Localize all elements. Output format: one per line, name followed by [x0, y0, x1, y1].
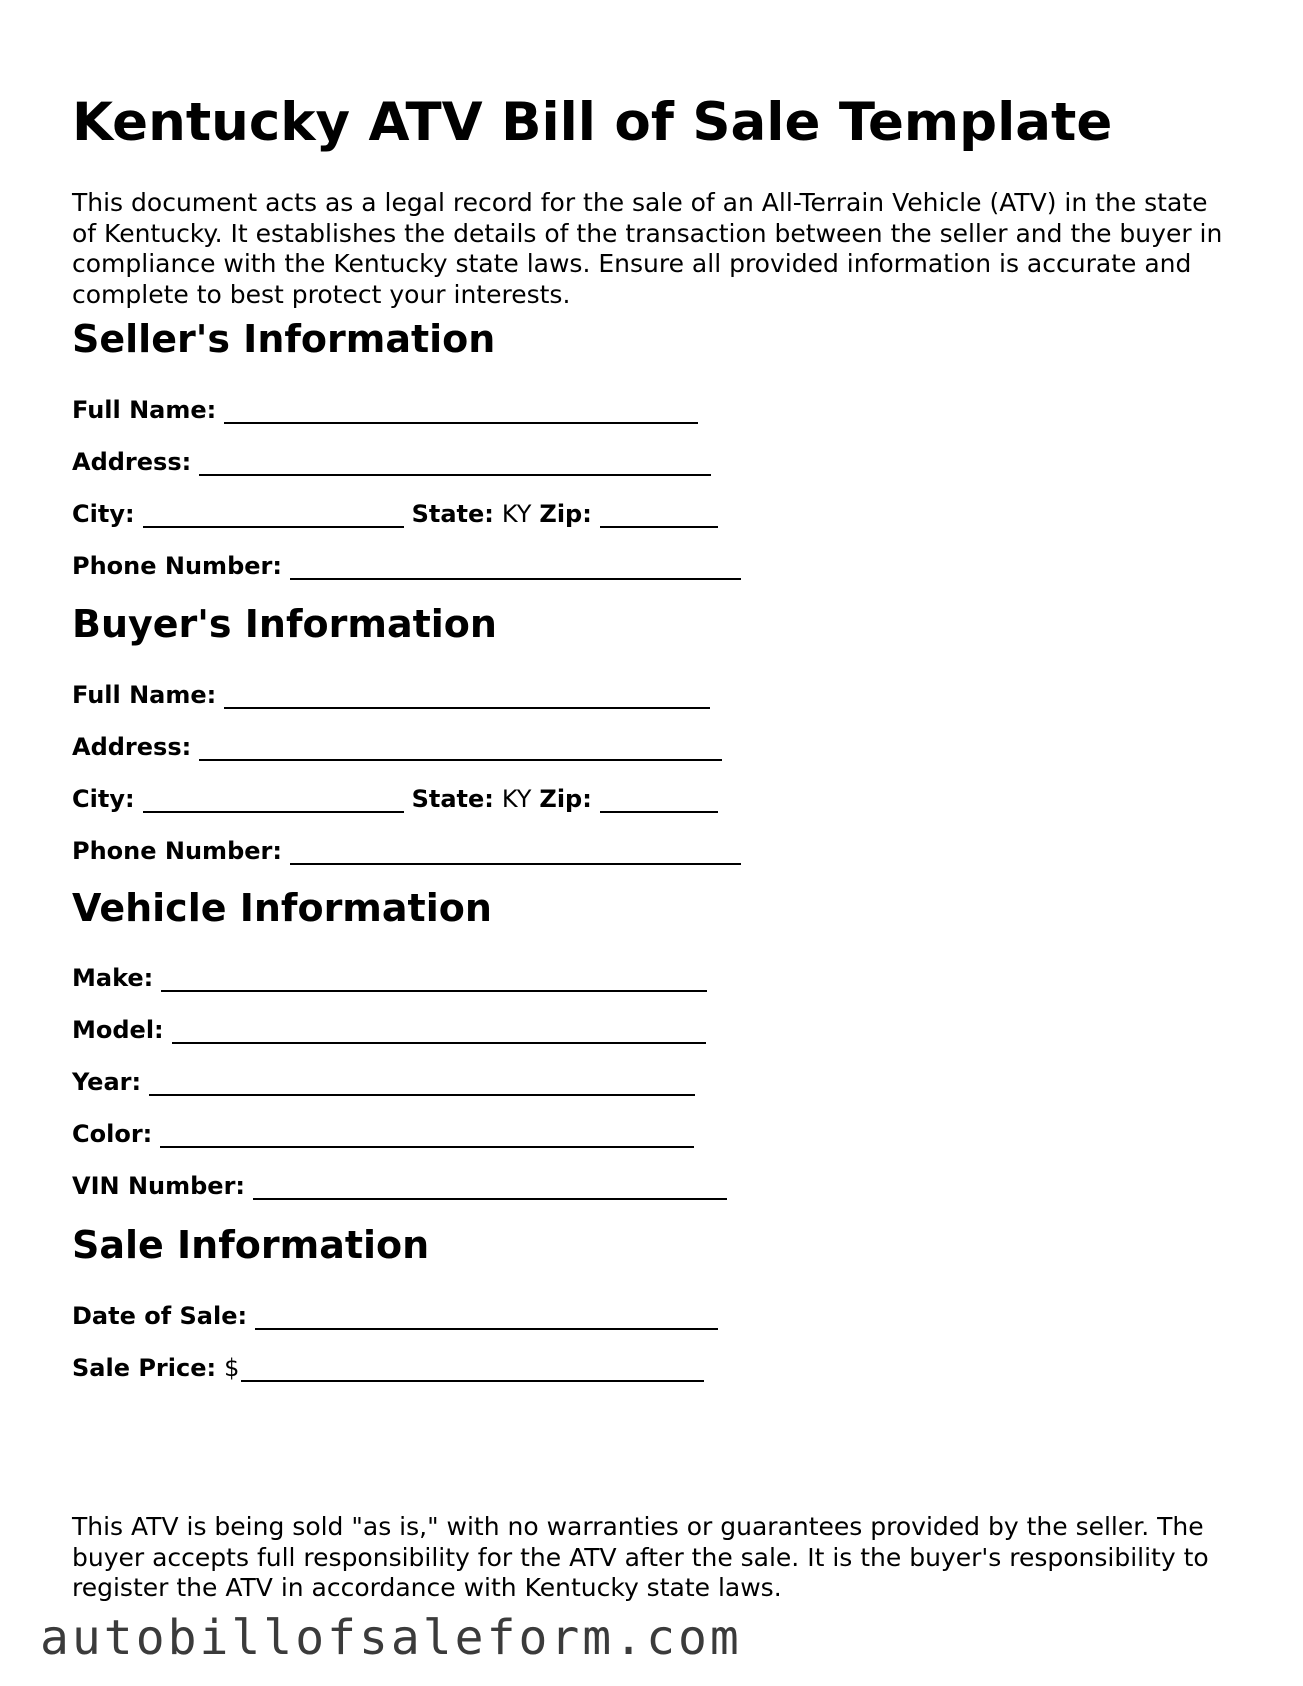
buyer-city-state-zip-field [72, 779, 718, 813]
seller-state-label: State: [411, 500, 494, 528]
buyer-address-label: Address: [72, 733, 192, 761]
buyer-phone-input[interactable] [290, 839, 741, 865]
seller-full-name-label: Full Name: [72, 396, 217, 424]
seller-phone-field [72, 546, 741, 580]
buyer-state-value: KY [501, 785, 532, 813]
currency-symbol: $ [224, 1354, 240, 1382]
buyer-zip-label: Zip: [539, 785, 592, 813]
seller-address-input[interactable] [199, 450, 711, 476]
buyer-city-label: City: [72, 785, 135, 813]
seller-address-field [72, 442, 711, 476]
sale-date-label: Date of Sale: [72, 1302, 248, 1330]
sale-price-input[interactable] [241, 1356, 704, 1382]
buyer-state-label: State: [411, 785, 494, 813]
vehicle-vin-label: VIN Number: [72, 1172, 246, 1200]
vehicle-vin-field [72, 1166, 727, 1200]
buyer-address-field [72, 727, 722, 761]
buyer-phone-field [72, 831, 741, 865]
intro-paragraph: This document acts as a legal record for the sale of an All-Terrain Vehicle (ATV) in the state of Kentucky. It establishes the details of the transaction between the seller and the buyer in compliance with the Kentucky state laws. Ensure all provided information is accurate and complete to best protect your interests. [72, 188, 1223, 309]
seller-zip-input[interactable] [600, 502, 718, 528]
seller-full-name-input[interactable] [224, 398, 698, 424]
seller-zip-label: Zip: [539, 500, 592, 528]
sale-price-field [72, 1348, 704, 1382]
buyer-full-name-label: Full Name: [72, 681, 217, 709]
seller-phone-input[interactable] [290, 554, 741, 580]
seller-full-name-field [72, 390, 698, 424]
sale-price-label: Sale Price: [72, 1354, 217, 1382]
seller-city-input[interactable] [143, 502, 404, 528]
vehicle-color-label: Color: [72, 1120, 153, 1148]
seller-heading: Seller's Information [72, 317, 496, 361]
disclaimer-paragraph: This ATV is being sold "as is," with no warranties or guarantees provided by the seller. The buyer accepts full responsibility for the ATV after the sale. It is the buyer's responsibility to register the ATV in accordance with Kentucky state laws. [72, 1512, 1209, 1602]
seller-address-label: Address: [72, 448, 192, 476]
vehicle-make-label: Make: [72, 964, 154, 992]
page-title: Kentucky ATV Bill of Sale Template [72, 92, 1113, 153]
seller-state-value: KY [501, 500, 532, 528]
seller-city-state-zip-field [72, 494, 718, 528]
buyer-heading: Buyer's Information [72, 602, 497, 646]
vehicle-year-label: Year: [72, 1068, 142, 1096]
buyer-full-name-input[interactable] [224, 683, 710, 709]
seller-city-label: City: [72, 500, 135, 528]
vehicle-year-field [72, 1062, 695, 1096]
buyer-full-name-field [72, 675, 710, 709]
sale-date-input[interactable] [255, 1304, 718, 1330]
buyer-city-input[interactable] [143, 787, 404, 813]
buyer-zip-input[interactable] [600, 787, 718, 813]
vehicle-year-input[interactable] [149, 1070, 695, 1096]
seller-phone-label: Phone Number: [72, 552, 282, 580]
sale-heading: Sale Information [72, 1223, 430, 1267]
vehicle-model-field [72, 1010, 706, 1044]
vehicle-model-label: Model: [72, 1016, 164, 1044]
vehicle-color-field [72, 1114, 694, 1148]
sale-date-field [72, 1296, 718, 1330]
buyer-phone-label: Phone Number: [72, 837, 282, 865]
watermark-text: autobillofsaleform.com [40, 1610, 742, 1666]
vehicle-color-input[interactable] [160, 1122, 694, 1148]
buyer-address-input[interactable] [199, 735, 722, 761]
vehicle-make-field [72, 958, 707, 992]
vehicle-make-input[interactable] [161, 966, 707, 992]
vehicle-heading: Vehicle Information [72, 886, 492, 930]
vehicle-vin-input[interactable] [253, 1174, 727, 1200]
vehicle-model-input[interactable] [172, 1018, 706, 1044]
